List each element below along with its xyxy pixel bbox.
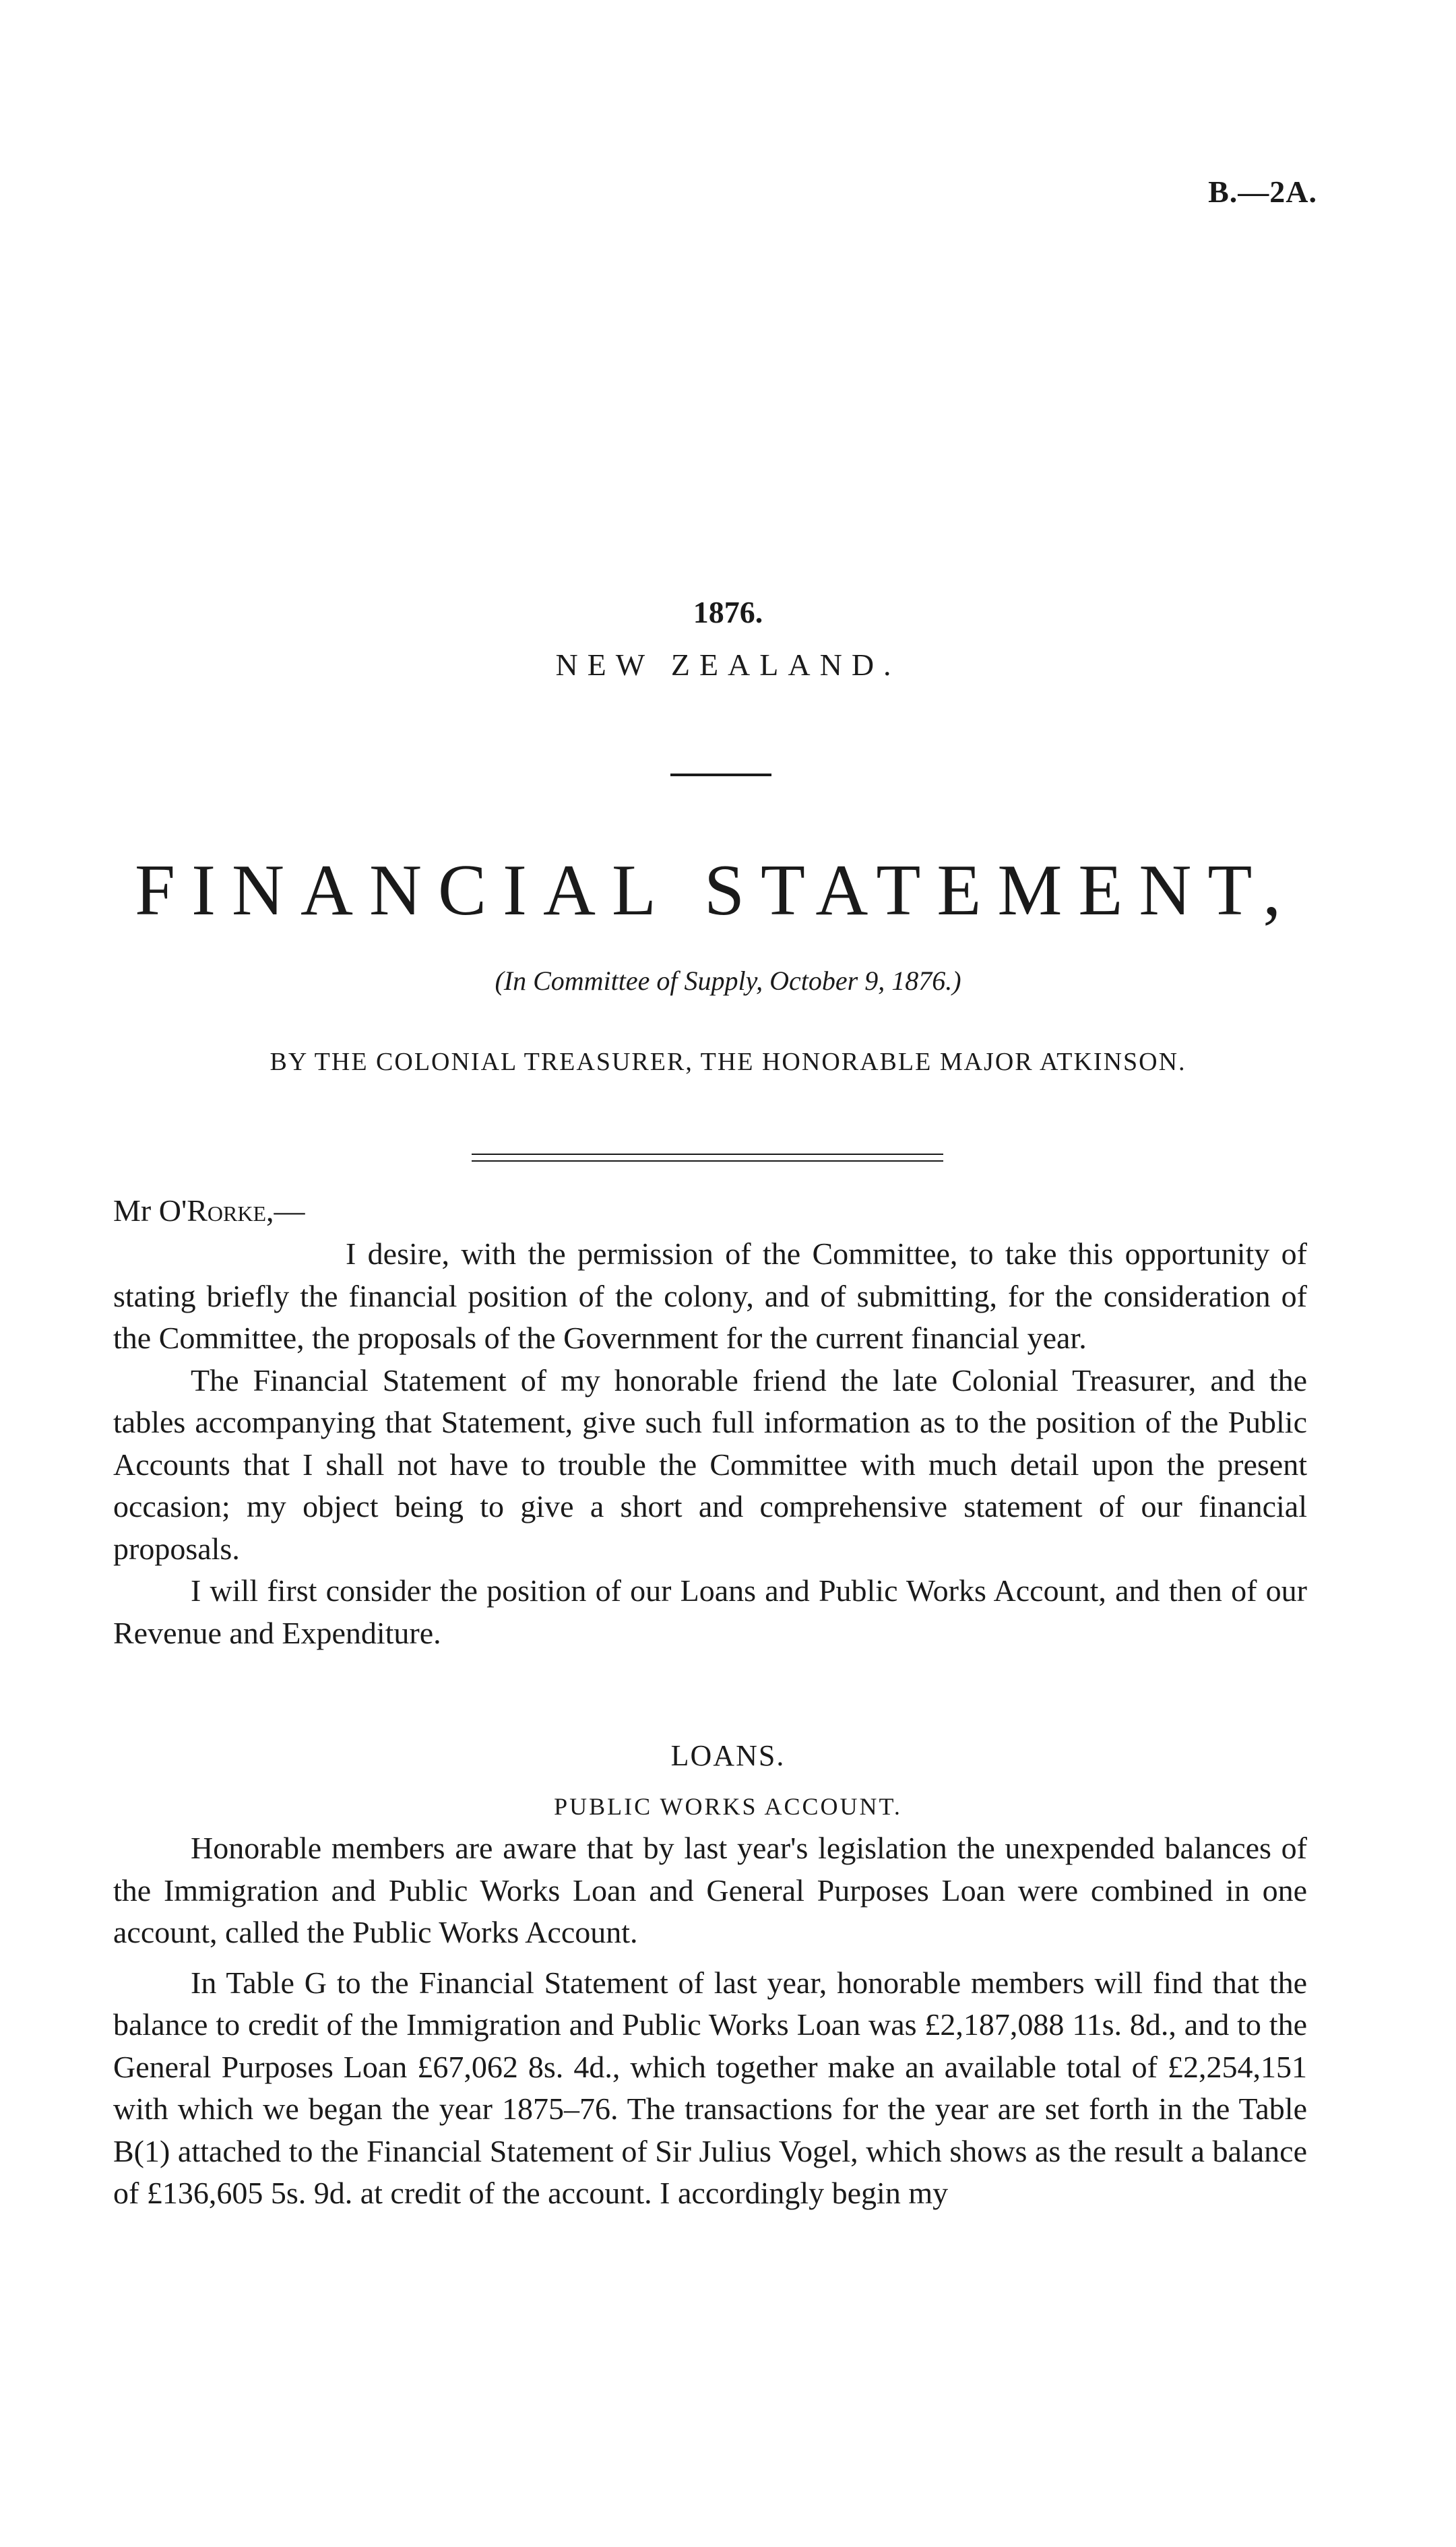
divider-double: [472, 1154, 943, 1162]
paragraph: The Financial Statement of my honorable friend the late Colonial Treasurer, and the tables accompanying that Statement, give such full information as to the position of the Public Accounts that I shall not have to trouble the Committee with much detail upon the present occasion; my object being to give a short and comprehensive statement of our financial proposals.: [113, 1362, 1307, 1566]
paragraph: I will first consider the position of our Loans and Public Works Account, and then of our Revenue and Expenditure.: [113, 1573, 1307, 1650]
salutation-prefix: Mr: [113, 1193, 159, 1228]
year: 1876.: [693, 595, 763, 629]
intro-body: [113, 1233, 1307, 1654]
document-subtitle: (In Committee of Supply, October 9, 1876.): [495, 966, 961, 996]
paragraph: I desire, with the permission of the Committee, to take this opportunity of stating briefly the financial position of the colony, and of submitting, for the consideration of the Committee, the proposals of the Government for the current financial year.: [113, 1236, 1307, 1355]
document-title: FINANCIAL STATEMENT,: [135, 850, 1298, 931]
loans-body: [113, 1827, 1307, 2215]
page-reference: B.—2A.: [1208, 175, 1317, 209]
document-author: BY THE COLONIAL TREASURER, THE HONORABLE MAJOR ATKINSON.: [270, 1048, 1186, 1076]
paragraph: Honorable members are aware that by last year's legislation the unexpended balances of the Immigration and Public Works Loan and General Purposes Loan were combined in one account, called the Public Works Account.: [113, 1831, 1307, 1949]
country-heading: NEW ZEALAND.: [555, 648, 901, 682]
salutation: [113, 1193, 305, 1228]
section-heading-loans: LOANS.: [670, 1739, 786, 1772]
salutation-suffix: ,—: [266, 1193, 305, 1228]
divider-short: [670, 774, 771, 776]
subsection-heading-public-works: PUBLIC WORKS ACCOUNT.: [554, 1793, 902, 1820]
paragraph: In Table G to the Financial Statement of last year, honorable members will find that the balance to credit of the Immigration and Public Works Loan was £2,187,088 11s. 8d., and to the General Purposes Loan £67,062 8s. 4d., which together make an available total of £2,254,151 with which we began the year 1875–76. The transactions for the year are set forth in the Table B(1) attached to the Financial Statement of Sir Julius Vogel, which shows as the result a balance of £136,605 5s. 9d. at credit of the account. I accordingly begin my: [113, 1965, 1307, 2210]
salutation-name: O'Rorke: [158, 1193, 267, 1228]
